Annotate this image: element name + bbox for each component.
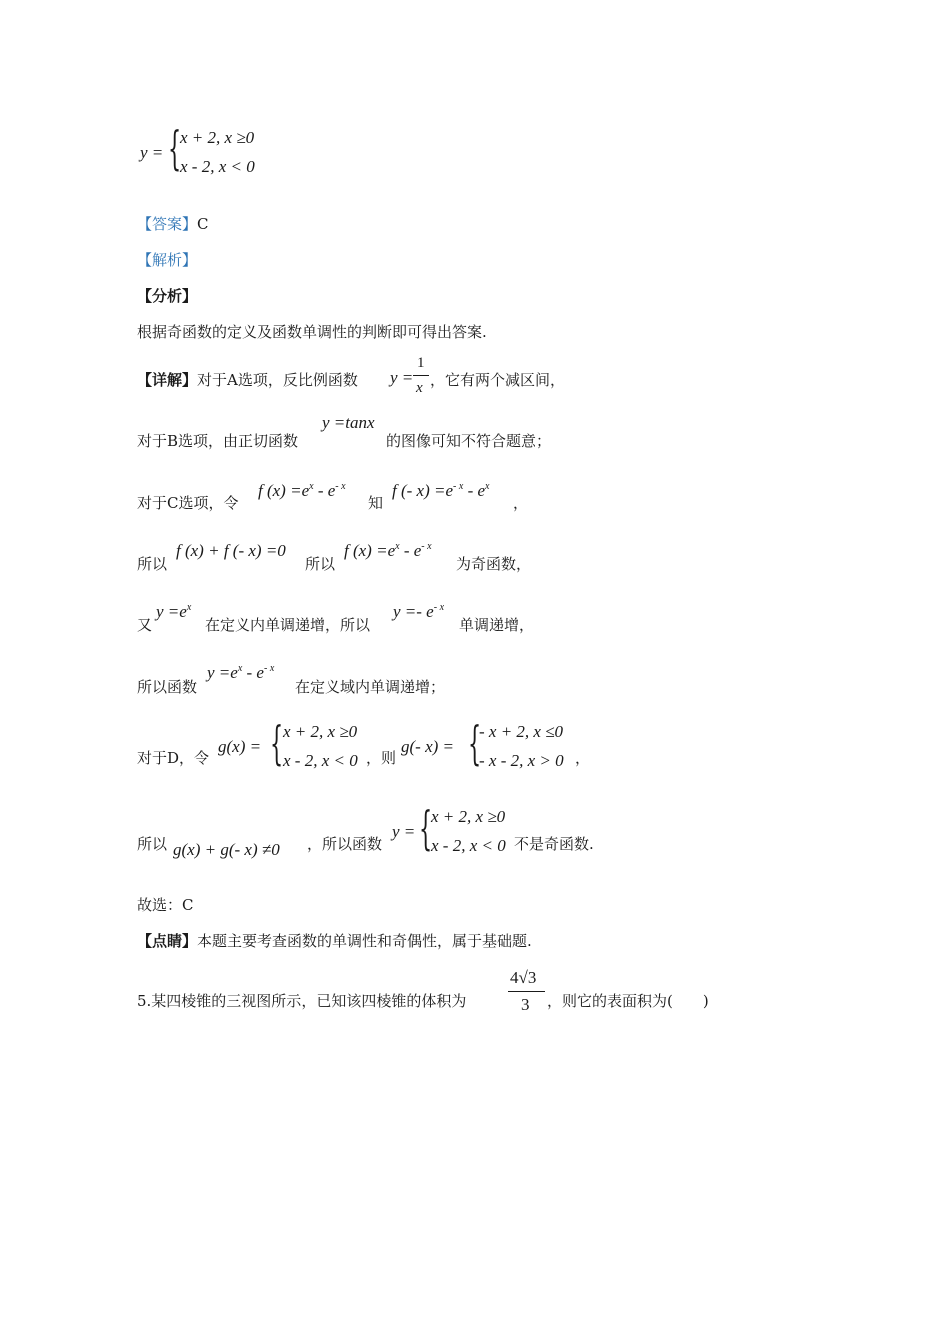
top-piecewise-lhs: y = [140, 143, 164, 162]
line7-post: ， [575, 749, 591, 767]
line7-gneg-case2: - x - 2, x > 0 [479, 751, 564, 770]
fenxi-text: 根据奇函数的定义及函数单调性的判断即可得出答案. [137, 323, 487, 341]
line-a-pre: 对于A选项，反比例函数 [197, 371, 358, 389]
line-c-pre: 对于C选项，令 [137, 494, 239, 512]
q5-post: ，则它的表面积为( ) [547, 992, 709, 1010]
line4-mid: 所以 [305, 555, 336, 573]
dianjing-label: 【点睛】 [137, 932, 198, 950]
line5-mid: 在定义内单调递增，所以 [205, 616, 371, 634]
answer-value: C [197, 215, 209, 233]
top-piecewise-case2: x - 2, x < 0 [180, 157, 255, 176]
line7-pre: 对于D，令 [137, 749, 210, 767]
line-a-frac-num: 1 [417, 355, 425, 371]
line6-post: 在定义域内单调递增； [295, 678, 446, 696]
line-a-frac-bar [413, 375, 429, 376]
q5-frac-den: 3 [521, 995, 530, 1014]
line-a-frac-den: x [416, 380, 423, 396]
line8-case2: x - 2, x < 0 [431, 836, 506, 855]
line-a-post: ，它有两个减区间， [430, 371, 566, 389]
line7-g-case1: x + 2, x ≥0 [283, 722, 358, 741]
line5-post: 单调递增， [459, 616, 535, 634]
detail-label: 【详解】 [137, 371, 198, 389]
fenxi-label: 【分析】 [137, 287, 198, 305]
line5-math2: $y =- e^{- x}$ [393, 602, 445, 621]
line6-pre: 所以函数 [137, 678, 198, 696]
line8-math: g(x) + g(- x) ≠0 [173, 840, 280, 859]
line7-g-lhs: g(x) = [218, 737, 262, 756]
dianjing-text: 本题主要考查函数的单调性和奇偶性，属于基础题. [197, 932, 532, 950]
line-c-math1: f $(x) =e^x - e^{- x}$ [258, 481, 346, 500]
q5-frac-bar [508, 991, 545, 992]
line-b-pre: 对于B选项，由正切函数 [137, 432, 299, 450]
answer-label: 【答案】 [137, 215, 198, 233]
line6-math: $y =e^x - e^{- x}$ [207, 663, 275, 682]
line4-math1: f (x) + f (- x) =0 [176, 541, 286, 560]
line8-pre: 所以 [137, 835, 168, 853]
line8-post: 不是奇函数. [514, 835, 594, 853]
detail-line-a [137, 369, 358, 390]
line7-mid: ，则 [366, 749, 397, 767]
line5-math1: $y =e^x$ [156, 602, 192, 621]
line-b-post: 的图像可知不符合题意； [386, 432, 552, 450]
line8-mid: ，所以函数 [307, 835, 383, 853]
dianjing-line [137, 930, 532, 951]
line7-g-case2: x - 2, x < 0 [283, 751, 358, 770]
conclusion: 故选：C [137, 896, 194, 914]
line8-brace: { [419, 801, 433, 855]
line4-math2: f $(x) =e^x - e^{- x}$ [344, 541, 432, 560]
q5-frac-num: 4√3 [510, 968, 537, 987]
line-c-post: ， [513, 494, 529, 512]
line5-pre: 又 [137, 616, 153, 634]
line8-case1: x + 2, x ≥0 [431, 807, 506, 826]
line7-g-brace: { [270, 716, 284, 770]
line7-gneg-lhs: g(- x) = [401, 737, 455, 756]
line4-post: 为奇函数， [456, 555, 532, 573]
line-c-mid: 知 [368, 494, 384, 512]
line7-gneg-brace: { [468, 716, 482, 770]
line-c-math2: f (- $x) =e^{- x} - e^x$ [392, 481, 490, 500]
line-b-math: y =tanx [322, 413, 375, 432]
line7-gneg-case1: - x + 2, x ≤0 [479, 722, 564, 741]
line-a-math-lhs: y = [390, 368, 414, 387]
q5-pre: 5.某四棱锥的三视图所示，已知该四棱锥的体积为 [137, 992, 467, 1010]
line8-y-lhs: y = [392, 822, 416, 841]
line4-pre: 所以 [137, 555, 168, 573]
top-piecewise-case1: x + 2, x ≥0 [180, 128, 255, 147]
analysis-label: 【解析】 [137, 251, 198, 269]
top-piecewise-brace: { [168, 121, 182, 175]
answer-line [137, 213, 209, 234]
